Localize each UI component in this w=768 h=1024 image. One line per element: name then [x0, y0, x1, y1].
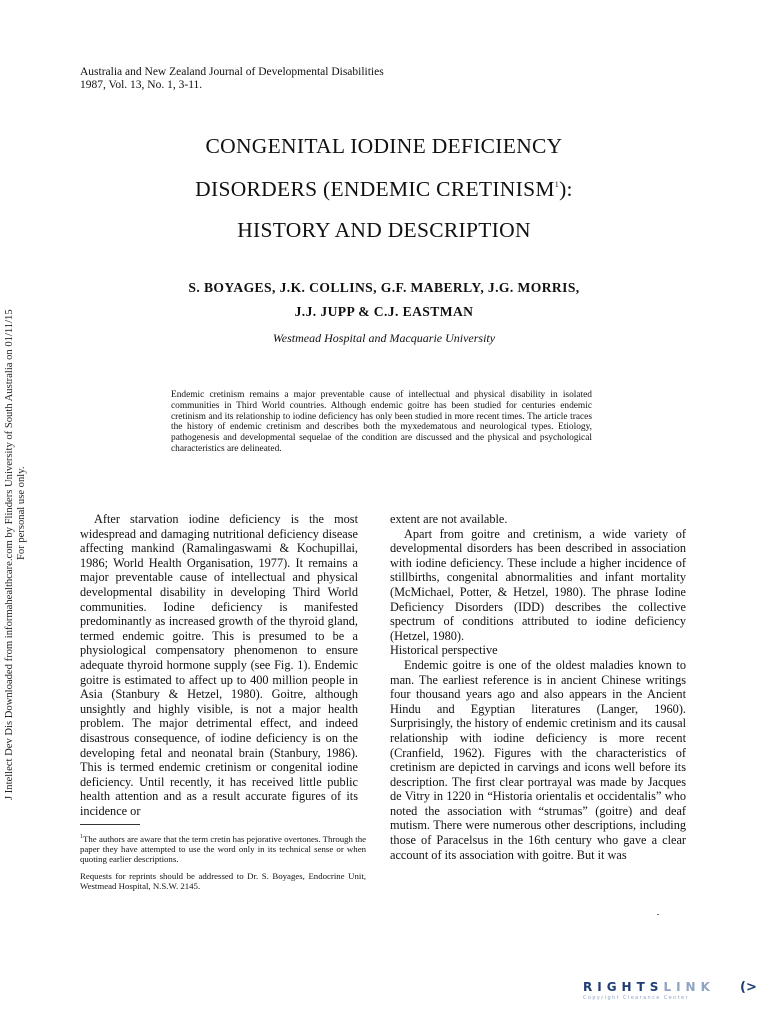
- download-notice-line-1: J Intellect Dev Dis Downloaded from informahealthcare.com by Flinders University of South Australia on 01/11/15: [4, 309, 15, 800]
- title-line-2: [60, 177, 708, 202]
- reprint-request: Requests for reprints should be addressed to Dr. S. Boyages, Endocrine Unit, Westmead Hospital, N.S.W. 2145.: [80, 870, 366, 891]
- body-paragraph: Apart from goitre and cretinism, a wide variety of developmental disorders has been described in association with iodine deficiency. These include a higher incidence of stillbirths, congenital abnormalities and infant mortality (McMichael, Potter, & Hetzel, 1980). The phrase Iodine Deficiency Disorders (IDD) describes the collective spectrum of conditions attributed to iodine deficiency (Hetzel, 1980).: [390, 526, 686, 643]
- logo-word-rights: RIGHTS: [583, 980, 664, 994]
- rightslink-wordmark: [583, 980, 753, 994]
- logo-tagline: Copyright Clearance Center: [583, 995, 689, 1001]
- body-right-column: [390, 512, 686, 862]
- body-left-column: [80, 512, 358, 818]
- affiliation: Westmead Hospital and Macquarie University: [272, 331, 496, 345]
- footnote-mark: 1: [80, 834, 83, 840]
- body-paragraph: After starvation iodine deficiency is the most widespread and damaging nutritional deficiency disease affecting mankind (Ramalingaswami & Kochupillai, 1986; World Health Organisation, 1977). It remains a major preventable cause of intellectual and physical developmental disability in developing Third World communities. Iodine deficiency is manifested predominantly as increased growth of the thyroid gland, termed endemic goitre. This is presumed to be a physiological compensatory phenomenon to ensure adequate thyroid hormone supply (see Fig. 1). Endemic goitre is estimated to affect up to 400 million people in Asia (Stanbury & Hetzel, 1980). Goitre, although unsightly and highly visible, is not a major health problem. The major detrimental effect, and indeed disastrous consequence, of iodine deficiency is on the developing fetal and neonatal brain (Stanbury, 1986). This is termed endemic cretinism or congenital iodine deficiency. Until recently, it has received little public health attention and as a result accurate figures of its incidence or: [80, 512, 358, 818]
- abstract-text: Endemic cretinism remains a major preventable cause of intellectual and physical disability in isolated communities in Third World countries. Although endemic goitre has been studied for centuries endemic cretinism and its relationship to iodine deficiency has only been studied in more recent times. The article traces the history of endemic cretinism and describes both the myxedematous and neurological types. Etiology, pathogenesis and developmental sequelae of the condition are discussed and the physical and psychological characteristics are delineated.: [171, 390, 592, 454]
- abstract: [171, 390, 592, 455]
- title-line-1: CONGENITAL IODINE DEFICIENCY: [205, 134, 563, 158]
- title-line-2-text: DISORDERS (ENDEMIC CRETINISM: [195, 177, 555, 201]
- title-footnote-mark: 1: [554, 180, 560, 189]
- section-heading: Historical perspective: [390, 643, 498, 658]
- journal-citation: [80, 66, 384, 92]
- title-line-2-end: ):: [559, 177, 573, 201]
- download-notice-line-2: For personal use only.: [16, 466, 27, 560]
- journal-volume: 1987, Vol. 13, No. 1, 3-11.: [80, 79, 203, 91]
- rightslink-logo[interactable]: [583, 980, 753, 1006]
- speck: [657, 914, 659, 915]
- footnote-1-text: The authors are aware that the term cretin has pejorative overtones. Through the paper they have attempted to use the word only in its technical sense or when quoting earlier descriptions.: [80, 833, 366, 865]
- logo-word-link: LINK: [663, 980, 715, 994]
- footnotes: [80, 832, 366, 897]
- authors-line-2: J.J. JUPP & C.J. EASTMAN: [294, 304, 474, 319]
- body-paragraph: Endemic goitre is one of the oldest maladies known to man. The earliest reference is in ancient Chinese writings four thousand years ago and also appears in the Ancient Hindu and Egyptian literatures (Langer, 1960). Surprisingly, the history of endemic cretinism and its causal relationship with iodine deficiency is more recent (Cranfield, 1962). Figures with the characteristics of cretinism are depicted in carvings and icons well before its description. The first clear portrayal was made by Jacques de Vitry in 1220 in “Historia orientalis et occidentalis” who noted the association with “strumas” (goitre) and deaf mutism. There were numerous other descriptions, including those of Paracelsus in the 16th century who gave a clear account of its association with goitre. But it was: [390, 657, 686, 862]
- logo-mark-icon: (>: [740, 980, 757, 995]
- download-notice: [4, 240, 28, 800]
- footnote-1: [80, 832, 366, 865]
- footnote-divider: [80, 824, 140, 825]
- body-paragraph-continuation: extent are not available.: [390, 512, 508, 526]
- title-line-3: HISTORY AND DESCRIPTION: [237, 218, 531, 242]
- authors-line-1: S. BOYAGES, J.K. COLLINS, G.F. MABERLY, J.G. MORRIS,: [188, 280, 580, 295]
- journal-name: Australia and New Zealand Journal of Developmental Disabilities: [80, 66, 384, 78]
